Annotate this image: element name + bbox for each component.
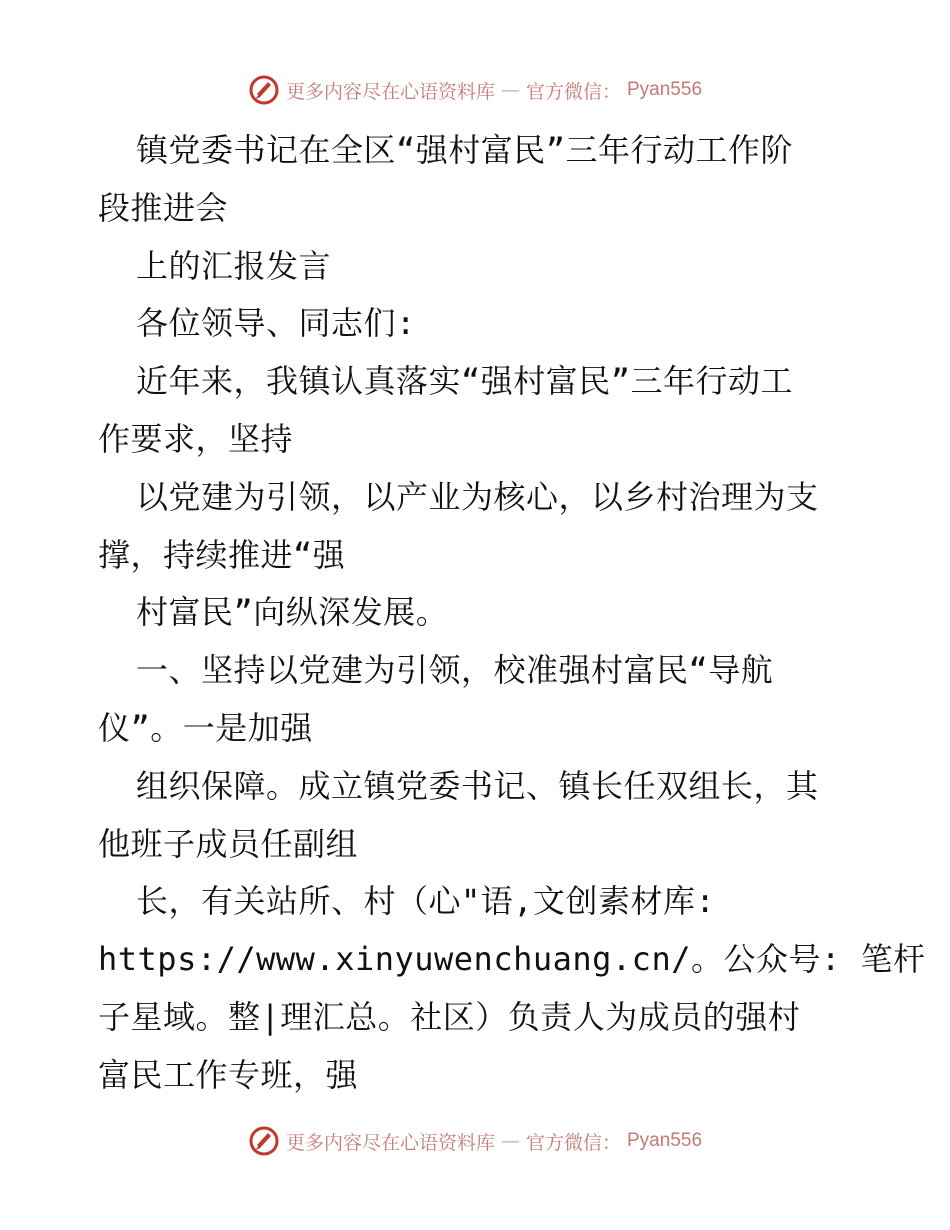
text-line: 富民工作专班，强 (98, 1055, 359, 1094)
text-line: 组织保障。成立镇党委书记、镇长任双组长，其 (136, 766, 819, 805)
red-brush-seal-icon (248, 1125, 280, 1157)
header-watermark (0, 74, 950, 106)
watermark-site-text: 更多内容尽在心语资料库 (285, 1131, 495, 1154)
watermark-site-text: 更多内容尽在心语资料库 (285, 80, 495, 103)
text-line: 以党建为引领，以产业为核心，以乡村治理为支 (136, 477, 819, 516)
text-line: 近年来，我镇认真落实“强村富民”三年行动工 (136, 362, 794, 401)
watermark-wechat-id: Pyan556 (627, 79, 703, 100)
watermark-wechat-label: 官方微信： (525, 80, 621, 103)
watermark-dash: — (500, 1130, 520, 1152)
text-line: 撑，持续推进“强 (98, 535, 346, 574)
text-line: 作要求，坚持 (98, 419, 294, 458)
text-line: 村富民”向纵深发展。 (136, 593, 449, 632)
text-line: 一、坚持以党建为引领，校准强村富民“导航 (136, 651, 774, 690)
text-line: https://www.xinyuwenchuang.cn/。公众号: 笔杆 (98, 940, 926, 979)
text-line: 各位领导、同志们: (136, 304, 416, 343)
text-line: 镇党委书记在全区“强村富民”三年行动工作阶 (136, 131, 794, 169)
document-body (98, 122, 926, 1105)
text-line: 上的汇报发言 (136, 246, 332, 285)
watermark-wechat-label: 官方微信： (525, 1131, 621, 1154)
text-line: 子星域。整|理汇总。社区）负责人为成员的强村 (98, 997, 801, 1036)
text-line: 仪”。一是加强 (98, 708, 313, 747)
text-line: 段推进会 (98, 188, 229, 227)
footer-watermark (0, 1125, 950, 1157)
watermark-dash: — (500, 79, 520, 101)
red-brush-seal-icon (248, 74, 280, 106)
watermark-wechat-id: Pyan556 (627, 1130, 703, 1151)
text-line: 长，有关站所、村（心"语,文创素材库: (136, 882, 716, 921)
text-line: 他班子成员任副组 (98, 824, 359, 863)
